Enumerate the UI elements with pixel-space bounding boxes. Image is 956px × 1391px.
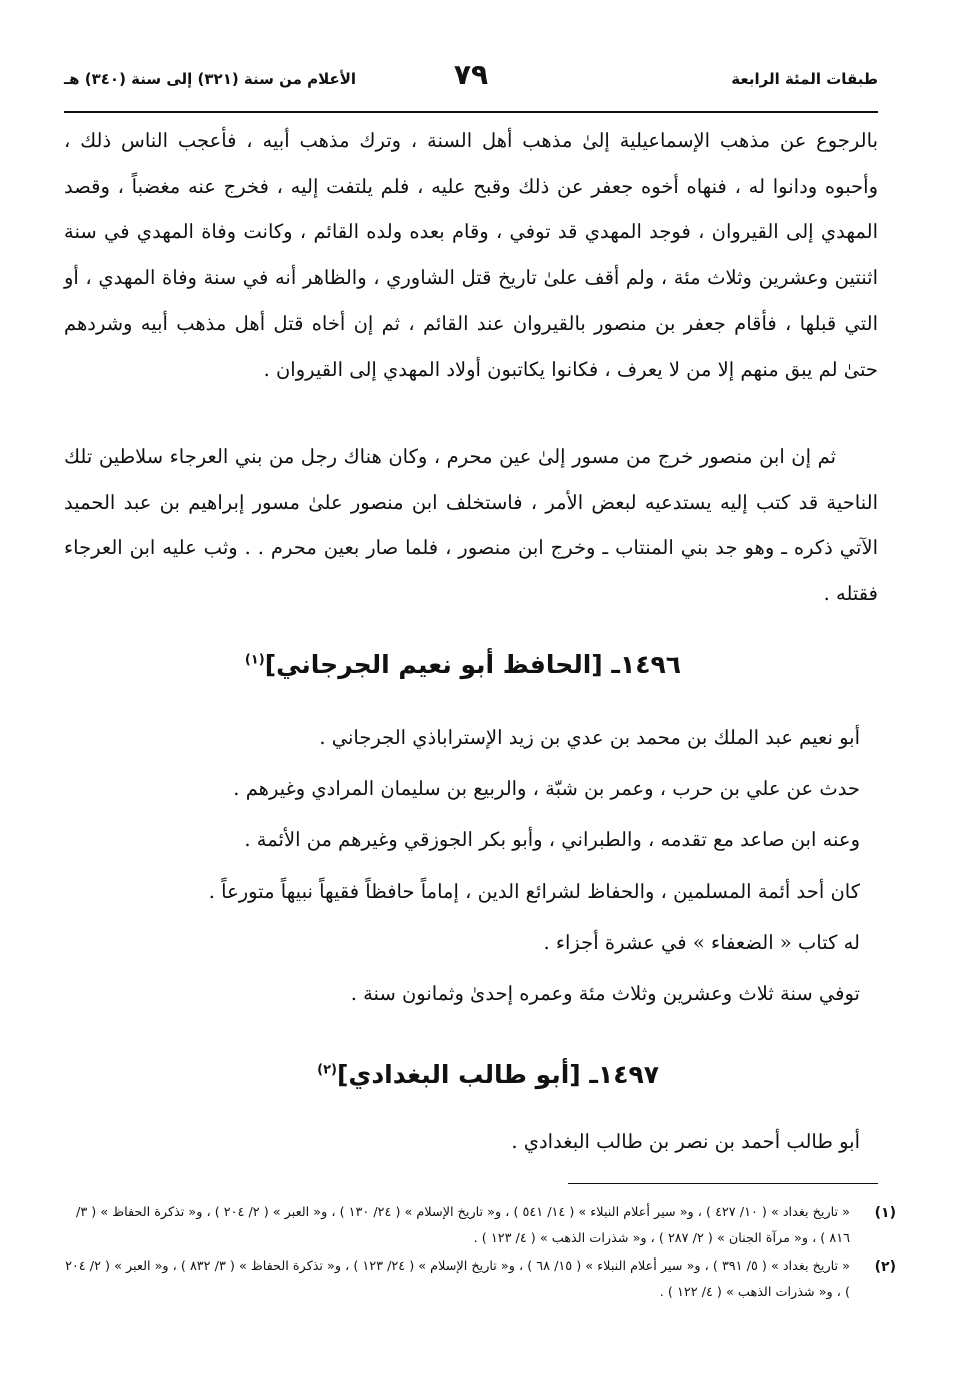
page-number: ٧٩ bbox=[453, 58, 489, 91]
entry-body bbox=[64, 1116, 860, 1167]
entry-line: أبو نعيم عبد الملك بن محمد بن عدي بن زيد الإستراباذي الجرجاني . bbox=[319, 726, 860, 749]
footnote bbox=[64, 1200, 896, 1252]
running-header bbox=[64, 58, 878, 110]
entry-heading-text: ١٤٩٦ـ [الحافظ أبو نعيم الجرجاني] bbox=[264, 650, 681, 679]
footnote-text: « تاريخ بغداد » ( ١٠/ ٤٢٧ ) ، و« سير أعلام النبلاء » ( ١٤/ ٥٤١ ) ، و« تاريخ الإسلام » ( ٢٤/ ١٣٠ ) ، و« العبر » ( ٢/ ٢٠٤ ) ، و« تذكرة الحفاظ » ( ٣/ ٨١٦ ) ، و« مرآة الجنان » ( ٢/ ٢٨٧ ) ، و« شذرات الذهب » ( ٤/ ١٢٣ ) . bbox=[76, 1205, 850, 1246]
footnote-ref: (٢) bbox=[317, 1062, 337, 1078]
entry-line: أبو طالب أحمد بن نصر بن طالب البغدادي . bbox=[511, 1130, 860, 1153]
footnote-number: (٢) bbox=[874, 1259, 896, 1275]
entry-heading-text: ١٤٩٧ـ [أبو طالب البغدادي] bbox=[337, 1060, 659, 1089]
entry-heading bbox=[317, 1060, 659, 1089]
body-paragraph: ثم إن ابن منصور خرج من مسور إلىٰ عين محرم ، وكان هناك رجل من بني العرجاء سلاطين تلك الناحية قد كتب إليه يستدعيه لبعض الأمر ، فاستخلف ابن منصور علىٰ مسور إبراهيم بن عبد الحميد الآتي ذكره ـ وهو جد بني المنتاب ـ وخرج ابن منصور ، فلما صار بعين محرم . . وثب عليه ابن العرجاء فقتله . bbox=[64, 445, 878, 606]
entry-line: له كتاب « الضعفاء » في عشرة أجزاء . bbox=[543, 930, 860, 954]
header-rule bbox=[64, 111, 878, 113]
entry-body bbox=[64, 712, 860, 1019]
footnotes bbox=[64, 1200, 896, 1308]
footnote-number: (١) bbox=[874, 1205, 896, 1221]
entry-heading bbox=[245, 650, 681, 679]
footnote bbox=[64, 1254, 896, 1306]
entry-line: توفي سنة ثلاث وعشرين وثلاث مئة وعمره إحدىٰ وثمانون سنة . bbox=[350, 982, 860, 1006]
entry-line: كان أحد أئمة المسلمين ، والحفاظ لشرائع الدين ، إماماً حافظاً فقيهاً نبيهاً متورعاً . bbox=[208, 879, 860, 903]
header-section-title: طبقات المئة الرابعة bbox=[731, 70, 878, 88]
entry-line: وعنه ابن صاعد مع تقدمه ، والطبراني ، وأبو بكر الجوزقي وغيرهم من الأئمة . bbox=[244, 828, 860, 852]
body-paragraph: بالرجوع عن مذهب الإسماعيلية إلىٰ مذهب أهل السنة ، وترك مذهب أبيه ، فأعجب الناس ذلك ، وأحبوه ودانوا له ، فنهاه أخوه جعفر عن ذلك وقبح عليه ، فلم يلتفت إليه ، فخرج عنه مغضباً ، وقصد المهدي إلى القيروان ، فوجد المهدي قد توفي ، وقام بعده ولده القائم ، وكانت وفاة المهدي في سنة اثنتين وعشرين وثلاث مئة ، ولم أقف علىٰ تاريخ قتل الشاوري ، والظاهر أنه في سنة وفاة المهدي ، أو التي قبلها ، فأقام جعفر بن منصور بالقيروان عند القائم ، ثم إن أخاه قتل أهل مذهب أبيه وشردهم حتىٰ لم يبق منهم إلا من لا يعرف ، فكانوا يكاتبون أولاد المهدي إلى القيروان . bbox=[64, 129, 878, 381]
footnote-text: « تاريخ بغداد » ( ٥/ ٣٩١ ) ، و« سير أعلام النبلاء » ( ١٥/ ٦٨ ) ، و« تاريخ الإسلام » ( ٢٤/ ١٢٣ ) ، و« تذكرة الحفاظ » ( ٣/ ٨٣٢ ) ، و« العبر » ( ٢/ ٢٠٤ ) ، و« شذرات الذهب » ( ٤/ ١٢٢ ) . bbox=[65, 1259, 850, 1300]
entry-line: حدث عن علي بن حرب ، وعمر بن شبّة ، والربيع بن سليمان المرادي وغيرهم . bbox=[233, 777, 860, 801]
header-period-title: الأعلام من سنة (٣٢١) إلى سنة (٣٤٠) هـ bbox=[64, 70, 357, 88]
footnote-separator bbox=[568, 1183, 878, 1184]
footnote-ref: (١) bbox=[244, 652, 265, 668]
